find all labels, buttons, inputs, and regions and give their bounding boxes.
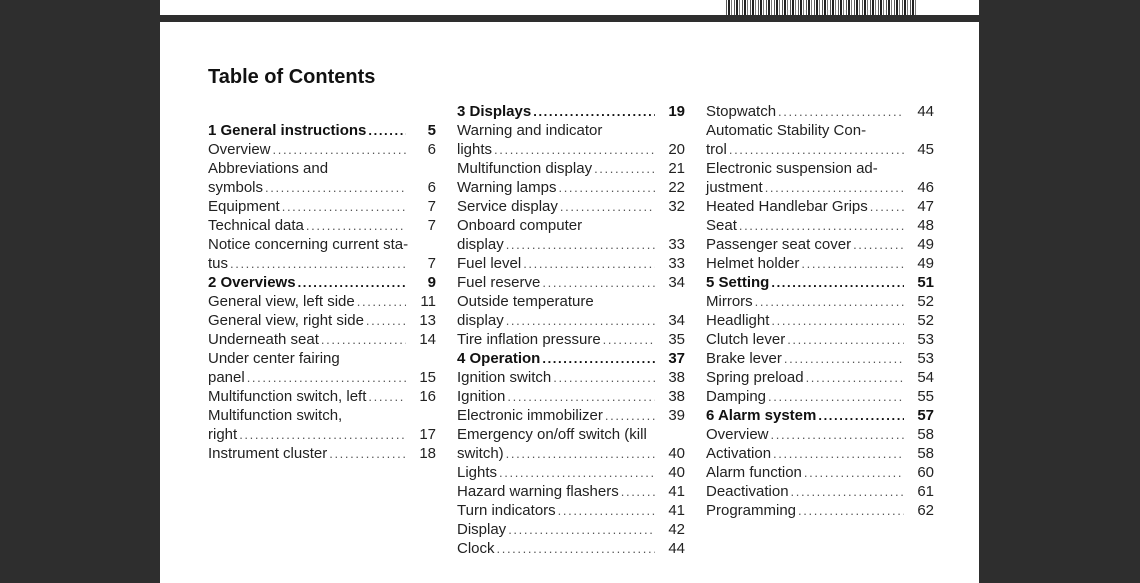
toc-page-number: 47 — [917, 198, 934, 215]
toc-entry[interactable] — [706, 368, 934, 387]
toc-entry-line — [706, 406, 934, 425]
toc-column-1 — [208, 121, 436, 463]
toc-entry-label-line: Emergency on/off switch (kill — [457, 426, 647, 443]
dot-leader — [621, 482, 655, 501]
toc-page-number: 19 — [668, 103, 685, 120]
dot-leader — [784, 349, 904, 368]
dot-leader — [265, 178, 406, 197]
toc-entry-line — [208, 216, 436, 235]
toc-entry[interactable] — [457, 425, 685, 463]
dot-leader — [558, 178, 655, 197]
dot-leader — [771, 311, 904, 330]
toc-entry-line — [457, 330, 685, 349]
toc-page-number: 49 — [917, 236, 934, 253]
toc-entry[interactable] — [706, 159, 934, 197]
toc-page-number: 62 — [917, 502, 934, 519]
dot-leader — [542, 349, 655, 368]
toc-page-number: 54 — [917, 369, 934, 386]
toc-entry-line — [706, 216, 934, 235]
toc-entry-label: Clock — [457, 540, 495, 557]
toc-entry-label: right — [208, 426, 238, 443]
toc-entry-label: Multifunction display — [457, 160, 593, 177]
toc-entry[interactable] — [706, 121, 934, 159]
toc-entry-label: Heated Handlebar Grips — [706, 198, 868, 215]
toc-entry-line — [457, 501, 685, 520]
dot-leader — [594, 159, 655, 178]
toc-entry[interactable] — [457, 463, 685, 482]
toc-entry-label: Warning lamps — [457, 179, 557, 196]
toc-page-number: 7 — [427, 198, 436, 215]
toc-column-3 — [706, 102, 934, 520]
toc-entry-label: Brake lever — [706, 350, 782, 367]
toc-entry[interactable] — [457, 482, 685, 501]
toc-entry-line — [208, 121, 436, 140]
toc-entry-label: tus — [208, 255, 229, 272]
toc-page-number: 55 — [917, 388, 934, 405]
toc-entry-label: Underneath seat — [208, 331, 319, 348]
toc-entry-label: Hazard warning flashers — [457, 483, 619, 500]
dot-leader — [765, 178, 904, 197]
toc-entry[interactable] — [208, 159, 436, 197]
toc-entry-label: Headlight — [706, 312, 770, 329]
dot-leader — [603, 330, 655, 349]
dot-leader — [239, 425, 406, 444]
dot-leader — [553, 368, 655, 387]
toc-page-number: 15 — [419, 369, 436, 386]
dot-leader — [801, 254, 904, 273]
toc-entry[interactable] — [208, 216, 436, 235]
toc-entry-line — [706, 178, 934, 197]
toc-chapter-entry[interactable] — [457, 349, 685, 368]
toc-entry[interactable] — [457, 406, 685, 425]
toc-page-number: 14 — [419, 331, 436, 348]
toc-page-number: 53 — [917, 331, 934, 348]
toc-entry-line — [208, 254, 436, 273]
toc-entry[interactable] — [457, 292, 685, 330]
toc-entry-label: Activation — [706, 445, 772, 462]
toc-entry-label: switch) — [457, 445, 504, 462]
toc-entry[interactable] — [208, 292, 436, 311]
toc-page-number: 49 — [917, 255, 934, 272]
dot-leader — [542, 273, 655, 292]
toc-entry-line — [457, 197, 685, 216]
toc-page-number: 53 — [917, 350, 934, 367]
toc-page-number: 44 — [668, 540, 685, 557]
toc-entry[interactable] — [457, 273, 685, 292]
toc-page-number: 13 — [419, 312, 436, 329]
toc-entry-label: Electronic immobilizer — [457, 407, 603, 424]
toc-entry[interactable] — [457, 178, 685, 197]
toc-entry-label: justment — [706, 179, 763, 196]
toc-entry-line — [457, 159, 685, 178]
dot-leader — [357, 292, 406, 311]
toc-page-number: 20 — [668, 141, 685, 158]
toc-entry[interactable] — [457, 216, 685, 254]
toc-entry[interactable] — [706, 330, 934, 349]
toc-entry-label-line: Under center fairing — [208, 350, 340, 367]
toc-page-number: 17 — [419, 426, 436, 443]
toc-entry-line — [208, 425, 436, 444]
toc-page-number: 39 — [668, 407, 685, 424]
toc-page-number: 11 — [420, 293, 436, 310]
dot-leader — [329, 444, 406, 463]
toc-entry-line — [706, 425, 934, 444]
toc-entry-line — [208, 368, 436, 387]
toc-page-number: 38 — [668, 388, 685, 405]
toc-entry-label: panel — [208, 369, 245, 386]
toc-entry-label-line: Outside temperature — [457, 293, 594, 310]
barcode-graphic — [726, 0, 916, 15]
toc-page-number: 6 — [427, 141, 436, 158]
toc-entry[interactable] — [457, 197, 685, 216]
toc-entry-line — [706, 292, 934, 311]
toc-page-number: 60 — [917, 464, 934, 481]
toc-page-number: 34 — [668, 312, 685, 329]
toc-entry[interactable] — [706, 387, 934, 406]
toc-page-number: 33 — [668, 236, 685, 253]
toc-entry[interactable] — [457, 254, 685, 273]
dot-leader — [768, 387, 904, 406]
toc-entry-line — [208, 444, 436, 463]
toc-entry-label: Tire inflation pressure — [457, 331, 601, 348]
toc-page-number: 46 — [917, 179, 934, 196]
toc-entry-label-line: Warning and indicator — [457, 122, 603, 139]
dot-leader — [499, 463, 655, 482]
toc-entry-label-line: Multifunction switch, — [208, 407, 343, 424]
dot-leader — [560, 197, 655, 216]
toc-entry-label: 5 Setting — [706, 274, 770, 291]
previous-page-edge[interactable] — [160, 0, 979, 15]
toc-entry-line — [706, 197, 934, 216]
toc-entry-label: Display — [457, 521, 507, 538]
toc-page-number: 22 — [668, 179, 685, 196]
dot-leader — [818, 406, 904, 425]
toc-page-number: 38 — [668, 369, 685, 386]
toc-entry-label: Turn indicators — [457, 502, 556, 519]
toc-entry[interactable] — [208, 444, 436, 463]
toc-entry-line — [706, 368, 934, 387]
toc-entry-label: Alarm function — [706, 464, 802, 481]
toc-entry-line — [457, 254, 685, 273]
toc-entry-line — [457, 406, 685, 425]
toc-page-number: 61 — [917, 483, 934, 500]
toc-entry-line — [706, 102, 934, 121]
toc-chapter-entry[interactable] — [706, 273, 934, 292]
dot-leader — [506, 444, 655, 463]
toc-entry[interactable] — [706, 102, 934, 121]
dot-leader — [791, 482, 904, 501]
toc-entry[interactable] — [208, 311, 436, 330]
toc-entry-line — [457, 482, 685, 501]
toc-entry-label: 6 Alarm system — [706, 407, 817, 424]
toc-page-number: 45 — [917, 141, 934, 158]
toc-entry-label: Overview — [208, 141, 271, 158]
toc-chapter-entry[interactable] — [208, 273, 436, 292]
toc-entry-line — [208, 178, 436, 197]
toc-entry[interactable] — [457, 387, 685, 406]
dot-leader — [787, 330, 904, 349]
toc-entry[interactable] — [706, 311, 934, 330]
toc-page-number: 34 — [668, 274, 685, 291]
toc-entry[interactable] — [208, 235, 436, 273]
toc-entry[interactable] — [208, 387, 436, 406]
toc-entry-label: Passenger seat cover — [706, 236, 852, 253]
toc-entry-line — [706, 501, 934, 520]
toc-page-number: 48 — [917, 217, 934, 234]
toc-page-number: 44 — [917, 103, 934, 120]
toc-entry-label: 4 Operation — [457, 350, 541, 367]
toc-chapter-entry[interactable] — [706, 406, 934, 425]
toc-entry-label: Fuel reserve — [457, 274, 541, 291]
dot-leader — [298, 273, 406, 292]
toc-entry-label: Ignition — [457, 388, 506, 405]
dot-leader — [306, 216, 406, 235]
toc-entry-label: lights — [457, 141, 493, 158]
toc-entry-label: Overview — [706, 426, 769, 443]
toc-entry-line — [457, 311, 685, 330]
toc-entry-line — [706, 140, 934, 159]
dot-leader — [804, 463, 904, 482]
toc-entry-line — [208, 387, 436, 406]
toc-column-2 — [457, 102, 685, 558]
toc-page-number: 41 — [668, 502, 685, 519]
toc-page-number: 33 — [668, 255, 685, 272]
dot-leader — [368, 121, 406, 140]
toc-entry-label: Clutch lever — [706, 331, 786, 348]
dot-leader — [853, 235, 904, 254]
toc-entry-label: Multifunction switch, left — [208, 388, 367, 405]
dot-leader — [778, 102, 904, 121]
toc-entry-label: Equipment — [208, 198, 280, 215]
toc-entry-line — [457, 444, 685, 463]
toc-entry-label: Technical data — [208, 217, 304, 234]
dot-leader — [806, 368, 904, 387]
toc-page-number: 6 — [427, 179, 436, 196]
toc-entry[interactable] — [706, 501, 934, 520]
dot-leader — [773, 444, 904, 463]
toc-entry-line — [457, 273, 685, 292]
dot-leader — [506, 235, 655, 254]
toc-entry[interactable] — [457, 539, 685, 558]
toc-entry[interactable] — [457, 330, 685, 349]
toc-chapter-entry[interactable] — [208, 121, 436, 140]
dot-leader — [506, 311, 655, 330]
dot-leader — [366, 311, 406, 330]
toc-entry[interactable] — [208, 140, 436, 159]
toc-page-number: 40 — [668, 464, 685, 481]
toc-entry[interactable] — [706, 482, 934, 501]
toc-entry-line — [457, 178, 685, 197]
toc-entry-line — [208, 311, 436, 330]
toc-entry-label: Service display — [457, 198, 558, 215]
toc-entry-line — [208, 273, 436, 292]
toc-page-number: 32 — [668, 198, 685, 215]
toc-entry-line — [706, 254, 934, 273]
toc-chapter-entry[interactable] — [457, 102, 685, 121]
toc-entry-label-line: Automatic Stability Con- — [706, 122, 867, 139]
toc-page-number: 5 — [427, 122, 436, 139]
toc-entry[interactable] — [706, 463, 934, 482]
toc-entry[interactable] — [706, 216, 934, 235]
dot-leader — [533, 102, 655, 121]
toc-entry-line — [706, 235, 934, 254]
dot-leader — [755, 292, 904, 311]
toc-entry-label: Lights — [457, 464, 498, 481]
toc-entry-label: General view, left side — [208, 293, 355, 310]
dot-leader — [247, 368, 406, 387]
toc-page-number: 37 — [668, 350, 685, 367]
dot-leader — [497, 539, 655, 558]
toc-entry-line — [457, 235, 685, 254]
toc-entry-line — [706, 311, 934, 330]
toc-entry-label: Deactivation — [706, 483, 789, 500]
toc-page-number: 16 — [419, 388, 436, 405]
toc-entry-line — [457, 387, 685, 406]
toc-page-number: 57 — [917, 407, 934, 424]
dot-leader — [368, 387, 406, 406]
toc-page-number: 51 — [917, 274, 934, 291]
toc-entry-label: Seat — [706, 217, 737, 234]
toc-page-number: 7 — [427, 255, 436, 272]
dot-leader — [771, 425, 904, 444]
toc-page-number: 18 — [419, 445, 436, 462]
dot-leader — [605, 406, 655, 425]
toc-entry-line — [457, 463, 685, 482]
toc-entry-line — [208, 330, 436, 349]
toc-entry-label: Ignition switch — [457, 369, 552, 386]
toc-page-number: 58 — [917, 426, 934, 443]
document-page — [160, 22, 979, 583]
toc-entry[interactable] — [457, 501, 685, 520]
toc-entry-line — [457, 102, 685, 121]
toc-entry[interactable] — [706, 349, 934, 368]
toc-entry-label: display — [457, 312, 504, 329]
toc-entry-line — [208, 292, 436, 311]
toc-entry-line — [706, 273, 934, 292]
dot-leader — [507, 387, 655, 406]
toc-entry-label: General view, right side — [208, 312, 364, 329]
dot-leader — [523, 254, 655, 273]
dot-leader — [558, 501, 655, 520]
dot-leader — [798, 501, 904, 520]
toc-entry-label: 3 Displays — [457, 103, 532, 120]
dot-leader — [494, 140, 655, 159]
toc-entry-line — [208, 197, 436, 216]
dot-leader — [230, 254, 406, 273]
toc-entry-line — [457, 368, 685, 387]
dot-leader — [273, 140, 406, 159]
dot-leader — [729, 140, 904, 159]
toc-page-number: 41 — [668, 483, 685, 500]
toc-entry[interactable] — [457, 159, 685, 178]
toc-entry[interactable] — [706, 292, 934, 311]
toc-entry[interactable] — [706, 444, 934, 463]
toc-entry-label: Damping — [706, 388, 767, 405]
toc-entry[interactable] — [706, 425, 934, 444]
toc-entry-line — [706, 463, 934, 482]
dot-leader — [739, 216, 904, 235]
toc-entry-label: 1 General instructions — [208, 122, 367, 139]
dot-leader — [282, 197, 406, 216]
toc-entry-label: Helmet holder — [706, 255, 800, 272]
toc-page-number: 52 — [917, 293, 934, 310]
toc-entry-line — [706, 482, 934, 501]
toc-entry-line — [457, 539, 685, 558]
toc-page-number: 58 — [917, 445, 934, 462]
toc-entry-label: Instrument cluster — [208, 445, 328, 462]
toc-entry-line — [208, 140, 436, 159]
toc-entry-label-line: Electronic suspension ad- — [706, 160, 878, 177]
toc-page-number: 21 — [668, 160, 685, 177]
toc-entry[interactable] — [457, 121, 685, 159]
page-title: Table of Contents — [208, 66, 376, 88]
toc-entry-label: symbols — [208, 179, 264, 196]
toc-entry-line — [706, 330, 934, 349]
toc-page-number: 40 — [668, 445, 685, 462]
toc-entry-line — [706, 387, 934, 406]
toc-entry-label: Programming — [706, 502, 797, 519]
toc-entry-label: trol — [706, 141, 727, 158]
toc-entry[interactable] — [208, 349, 436, 387]
toc-entry[interactable] — [706, 254, 934, 273]
toc-entry-line — [457, 349, 685, 368]
dot-leader — [771, 273, 904, 292]
toc-entry-label: Mirrors — [706, 293, 753, 310]
toc-entry-label-line: Onboard computer — [457, 217, 583, 234]
toc-entry-line — [706, 444, 934, 463]
toc-page-number: 52 — [917, 312, 934, 329]
toc-entry-line — [706, 349, 934, 368]
toc-entry[interactable] — [706, 197, 934, 216]
toc-entry-label: display — [457, 236, 504, 253]
toc-entry[interactable] — [208, 197, 436, 216]
toc-page-number: 42 — [668, 521, 685, 538]
toc-entry-label: 2 Overviews — [208, 274, 296, 291]
toc-entry-label: Spring preload — [706, 369, 804, 386]
toc-entry[interactable] — [208, 406, 436, 444]
toc-page-number: 35 — [668, 331, 685, 348]
toc-entry-label-line: Abbreviations and — [208, 160, 329, 177]
toc-page-number: 9 — [427, 274, 436, 291]
toc-entry-label: Stopwatch — [706, 103, 777, 120]
toc-entry-label: Fuel level — [457, 255, 522, 272]
toc-page-number: 7 — [427, 217, 436, 234]
toc-entry-label-line: Notice concerning current sta- — [208, 236, 409, 253]
toc-entry[interactable] — [706, 235, 934, 254]
toc-entry-line — [457, 140, 685, 159]
toc-entry-line — [457, 520, 685, 539]
dot-leader — [321, 330, 406, 349]
toc-entry[interactable] — [208, 330, 436, 349]
toc-entry[interactable] — [457, 368, 685, 387]
dot-leader — [508, 520, 655, 539]
dot-leader — [870, 197, 904, 216]
toc-entry[interactable] — [457, 520, 685, 539]
